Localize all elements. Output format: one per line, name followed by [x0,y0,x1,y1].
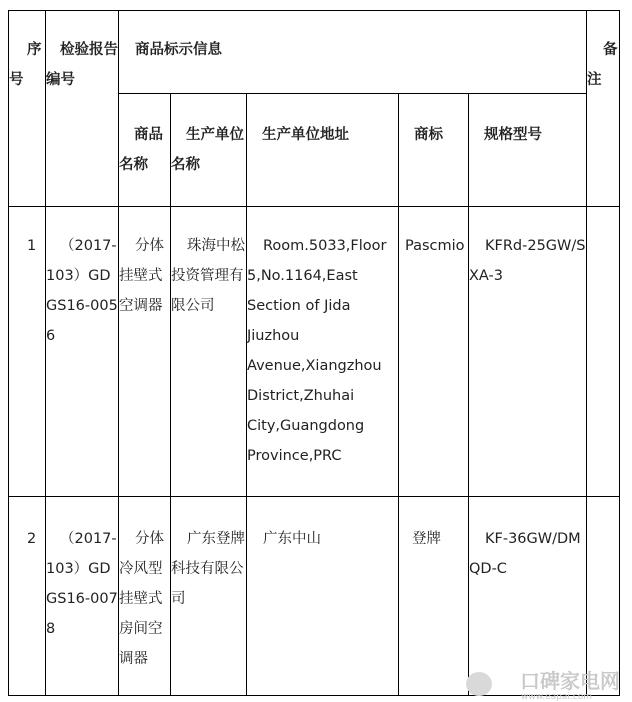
row2-report-no: （2017-103）GDGS16-0078 [46,531,118,637]
table-border-top [8,10,620,11]
row1-report-no: （2017-103）GDGS16-0056 [46,238,118,344]
table-border-right [619,10,620,696]
row1-brand: Pascmio [405,238,465,254]
row2-seq: 2 [27,531,37,547]
row1-product-name: 分体挂壁式空调器 [119,238,164,314]
header-product-name: 商品名称 [119,127,163,173]
col-divider [586,10,587,696]
row1-address: Room.5033,Floor 5,No.1164,East Section of Jida Jiuzhou Avenue,Xiangzhou District,Zhuhai City,Guangdong Province,PRC [247,238,387,464]
watermark-url: www.eapai.com [521,692,592,702]
header-product-info: 商品标示信息 [135,42,222,58]
header-divider [118,93,586,94]
row2-product-name: 分体冷风型挂壁式房间空调器 [119,531,164,667]
row1-seq: 1 [27,238,37,254]
watermark-logo-icon [466,672,492,696]
row2-manufacturer: 广东登牌科技有限公司 [171,531,245,607]
header-manufacturer: 生产单位名称 [171,127,244,173]
row-divider [8,496,620,497]
row2-model: KF-36GW/DMQD-C [469,531,581,577]
row1-manufacturer: 珠海中松投资管理有限公司 [171,238,245,314]
header-address: 生产单位地址 [262,127,349,143]
header-seq: 序号 [9,42,42,88]
row1-model: KFRd-25GW/SXA-3 [469,238,586,284]
header-brand: 商标 [414,127,443,143]
col-divider [398,93,399,696]
row2-brand: 登牌 [412,531,441,547]
product-table [8,10,620,696]
header-report-no: 检验报告编号 [46,42,118,88]
header-model: 规格型号 [484,127,542,143]
header-bottom-line [8,206,620,207]
row2-address: 广东中山 [263,531,321,547]
watermark-text: 口碑家电网 [520,669,620,693]
table-border-left [8,10,9,696]
header-remark: 备注 [587,42,618,88]
col-divider [468,93,469,696]
